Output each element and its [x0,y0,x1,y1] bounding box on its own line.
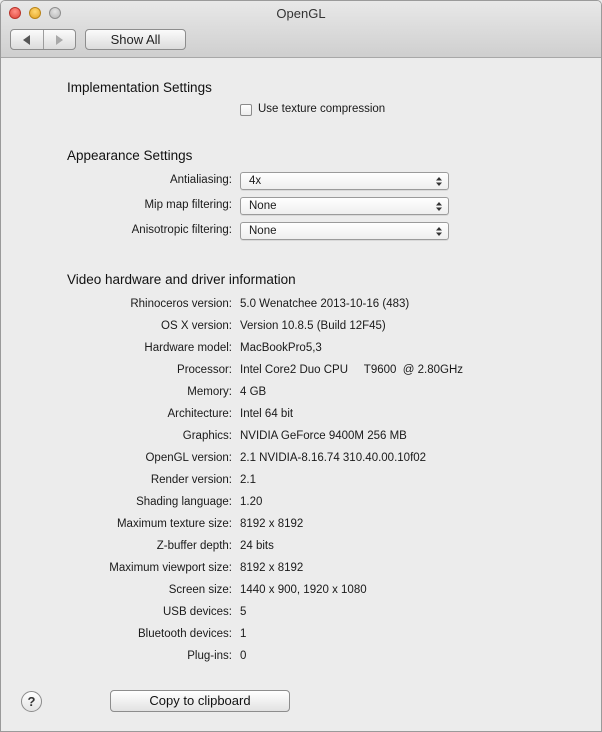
hardware-model-label: Hardware model: [144,342,232,354]
max-viewport-size-value: 8192 x 8192 [240,562,304,574]
render-version-label: Render version: [150,474,232,486]
rhino-version-label: Rhinoceros version: [130,298,232,310]
architecture-label: Architecture: [167,408,232,420]
mipmap-filtering-select[interactable] [240,197,449,215]
screen-size-value: 1440 x 900, 1920 x 1080 [240,584,367,596]
usb-devices-value: 5 [240,606,247,618]
mipmap-filtering-label: Mip map filtering: [144,199,232,211]
implementation-settings-heading: Implementation Settings [67,80,212,95]
texture-compression-checkbox[interactable] [240,104,252,116]
osx-version-label: OS X version: [161,320,232,332]
title-bar [1,1,601,58]
window-title: OpenGL [276,6,326,21]
architecture-value: Intel 64 bit [240,408,294,420]
back-arrow-icon [23,35,30,45]
memory-label: Memory: [187,386,232,398]
graphics-value: NVIDIA GeForce 9400M 256 MB [240,430,407,442]
osx-version-value: Version 10.8.5 (Build 12F45) [240,320,386,332]
help-button[interactable]: ? [21,691,42,712]
appearance-settings-heading: Appearance Settings [67,148,193,163]
render-version-value: 2.1 [240,474,256,486]
anisotropic-filtering-label: Anisotropic filtering: [131,224,232,236]
navigation-buttons [10,29,76,50]
antialiasing-select[interactable] [240,172,449,190]
show-all-button[interactable]: Show All [85,29,186,50]
select-arrows-icon [436,202,442,211]
copy-to-clipboard-button[interactable]: Copy to clipboard [110,690,290,712]
usb-devices-label: USB devices: [162,606,232,618]
rhino-version-value: 5.0 Wenatchee 2013-10-16 (483) [240,298,410,310]
graphics-label: Graphics: [182,430,232,442]
max-texture-size-value: 8192 x 8192 [240,518,304,530]
texture-compression-label[interactable]: Use texture compression [258,103,386,115]
forward-button[interactable] [43,30,76,49]
antialiasing-label: Antialiasing: [169,174,232,186]
shading-language-value: 1.20 [240,496,263,508]
processor-label: Processor: [177,364,232,376]
processor-value: Intel Core2 Duo CPU T9600 @ 2.80GHz [240,364,464,376]
anisotropic-filtering-value: None [249,225,277,237]
screen-size-label: Screen size: [168,584,232,596]
z-buffer-depth-label: Z-buffer depth: [156,540,232,552]
max-texture-size-label: Maximum texture size: [116,518,232,530]
opengl-version-label: OpenGL version: [145,452,232,464]
opengl-version-value: 2.1 NVIDIA-8.16.74 310.40.00.10f02 [240,452,427,464]
bluetooth-devices-value: 1 [240,628,247,640]
mipmap-filtering-value: None [249,200,277,212]
hardware-model-value: MacBookPro5,3 [240,342,322,354]
memory-value: 4 GB [240,386,267,398]
plug-ins-label: Plug-ins: [187,650,232,662]
bluetooth-devices-label: Bluetooth devices: [138,628,232,640]
antialiasing-value: 4x [249,175,262,187]
plug-ins-value: 0 [240,650,247,662]
select-arrows-icon [436,177,442,186]
back-button[interactable] [11,30,43,49]
z-buffer-depth-value: 24 bits [240,540,274,552]
anisotropic-filtering-select[interactable] [240,222,449,240]
shading-language-label: Shading language: [136,496,232,508]
max-viewport-size-label: Maximum viewport size: [109,562,232,574]
forward-arrow-icon [56,35,63,45]
video-hardware-heading: Video hardware and driver information [67,272,296,287]
select-arrows-icon [436,227,442,236]
